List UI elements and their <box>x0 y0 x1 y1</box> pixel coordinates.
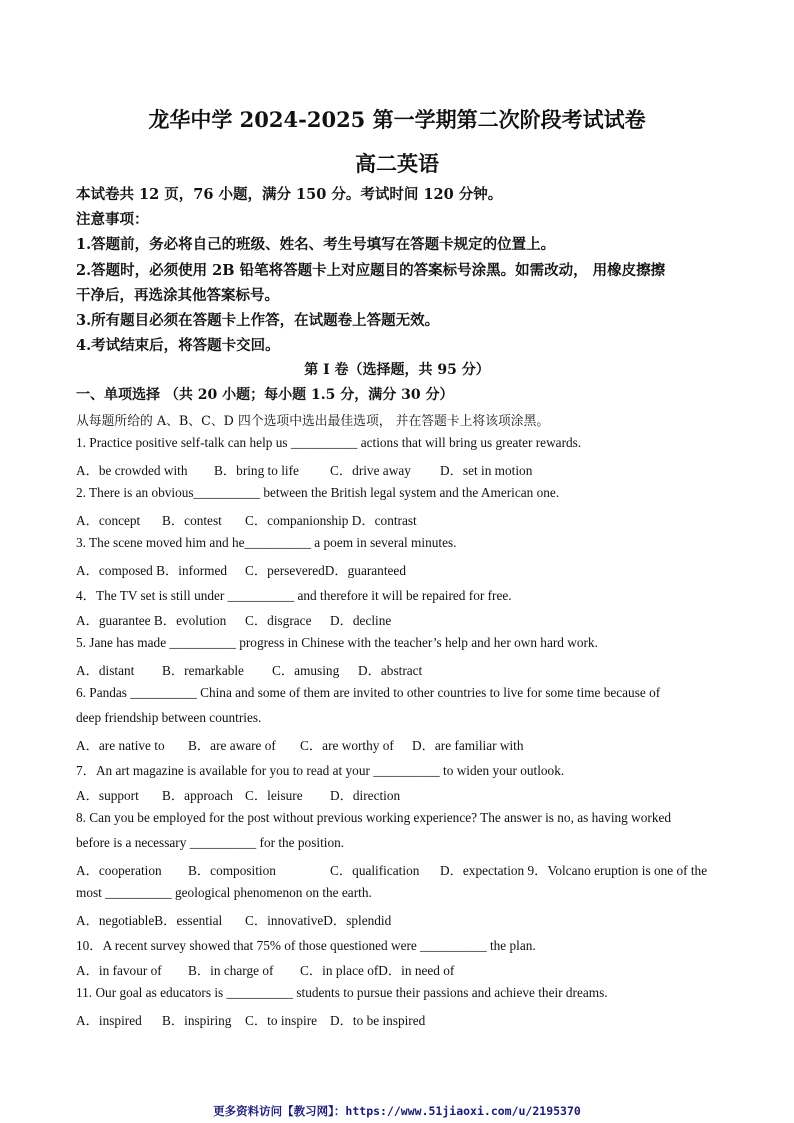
question-11: 11. Our goal as educators is __________ students to pursue their passions and achieve their dreams. <box>76 985 608 1000</box>
notice-item-4: 4.考试结束后，将答题卡交回。 <box>76 337 280 354</box>
q4-option-d: D．decline <box>330 613 392 628</box>
q8-option-c: C．qualification <box>330 863 420 878</box>
q6-option-a: A．are native to <box>76 738 165 753</box>
q4-option-a: A．guarantee B．evolution <box>76 613 227 628</box>
q8-option-d: D．expectation 9．Volcano eruption is one of the <box>440 863 708 878</box>
q11-option-a: A．inspired <box>76 1013 142 1028</box>
q5-option-a: A．distant <box>76 663 135 678</box>
q10-option-b: B．in charge of <box>188 963 274 978</box>
q3-option-c: C．perseveredD．guaranteed <box>245 563 406 578</box>
q7-option-d: D．direction <box>330 788 401 803</box>
q10-option-c: C．in place ofD．in need of <box>300 963 455 978</box>
q7-option-a: A．support <box>76 788 139 803</box>
notice-item-2-cont: 干净后，再选涂其他答案标号。 <box>76 287 279 304</box>
q1-option-a: A．be crowded with <box>76 463 188 478</box>
question-9-cont: most __________ geological phenomenon on the earth. <box>76 885 372 900</box>
question-4: 4．The TV set is still under __________ and therefore it will be repaired for free. <box>76 588 512 603</box>
q1-option-d: D．set in motion <box>440 463 533 478</box>
q7-option-c: C．leisure <box>245 788 303 803</box>
part-title: 第 I 卷（选择题，共 95 分） <box>304 362 490 378</box>
page-subtitle: 高二英语 <box>355 151 439 176</box>
q11-option-b: B．inspiring <box>162 1013 232 1028</box>
question-3: 3. The scene moved him and he__________ a poem in several minutes. <box>76 535 457 550</box>
q9-option-a: A．negotiableB．essential <box>76 913 223 928</box>
question-6: 6. Pandas __________ China and some of them are invited to other countries to live for some time because of <box>76 685 661 700</box>
q10-option-a: A．in favour of <box>76 963 162 978</box>
notice-item-1: 1.答题前，务必将自己的班级、姓名、考生号填写在答题卡规定的位置上。 <box>76 236 556 253</box>
q7-option-b: B．approach <box>162 788 233 803</box>
question-6-cont: deep friendship between countries. <box>76 710 262 725</box>
q8-option-a: A．cooperation <box>76 863 162 878</box>
section-title: 一、单项选择 （共 20 小题；每小题 1.5 分，满分 30 分） <box>76 387 454 403</box>
footer-link[interactable]: 更多资料访问【教习网】：https://www.51jiaoxi.com/u/2195370 <box>213 1104 581 1118</box>
q2-option-b: B．contest <box>162 513 222 528</box>
question-7: 7．An art magazine is available for you to read at your __________ to widen your outlook. <box>76 763 565 778</box>
q6-option-b: B．are aware of <box>188 738 276 753</box>
question-8-cont: before is a necessary __________ for the position. <box>76 835 345 850</box>
q1-option-c: C．drive away <box>330 463 411 478</box>
q5-option-d: D．abstract <box>358 663 423 678</box>
question-5: 5. Jane has made __________ progress in Chinese with the teacher’s help and her own hard work. <box>76 635 598 650</box>
q5-option-c: C．amusing <box>272 663 340 678</box>
question-2: 2. There is an obvious__________ between the British legal system and the American one. <box>76 485 560 500</box>
exam-summary: 本试卷共 12 页，76 小题，满分 150 分。考试时间 120 分钟。 <box>76 186 503 203</box>
q2-option-c: C．companionship D．contrast <box>245 513 417 528</box>
notice-title: 注意事项： <box>76 211 149 228</box>
q1-option-b: B．bring to life <box>214 463 299 478</box>
question-8: 8. Can you be employed for the post without previous working experience? The answer is no, as having worked <box>76 810 672 825</box>
question-10: 10．A recent survey showed that 75% of those questioned were __________ the plan. <box>76 938 536 953</box>
q6-option-c: C．are worthy of <box>300 738 394 753</box>
q5-option-b: B．remarkable <box>162 663 244 678</box>
q8-option-b: B．composition <box>188 863 276 878</box>
q4-option-c: C．disgrace <box>245 613 312 628</box>
notice-item-3: 3.所有题目必须在答题卡上作答，在试题卷上答题无效。 <box>76 312 440 329</box>
q2-option-a: A．concept <box>76 513 141 528</box>
q3-option-a: A．composed B．informed <box>76 563 228 578</box>
q6-option-d: D．are familiar with <box>412 738 524 753</box>
question-1: 1. Practice positive self-talk can help us __________ actions that will bring us greater rewards. <box>76 435 582 450</box>
notice-item-2: 2.答题时，必须使用 2B 铅笔将答题卡上对应题目的答案标号涂黑。如需改动， 用橡皮擦擦 <box>76 262 666 279</box>
q11-option-c: C．to inspire <box>245 1013 318 1028</box>
q9-option-c: C．innovativeD．splendid <box>245 913 392 928</box>
page-title: 龙华中学 2024-2025 第一学期第二次阶段考试试卷 <box>148 107 646 132</box>
section-instruction: 从每题所给的 A、B、C、D 四个选项中选出最佳选项， 并在答题卡上将该项涂黑。 <box>76 414 550 429</box>
q11-option-d: D．to be inspired <box>330 1013 426 1028</box>
